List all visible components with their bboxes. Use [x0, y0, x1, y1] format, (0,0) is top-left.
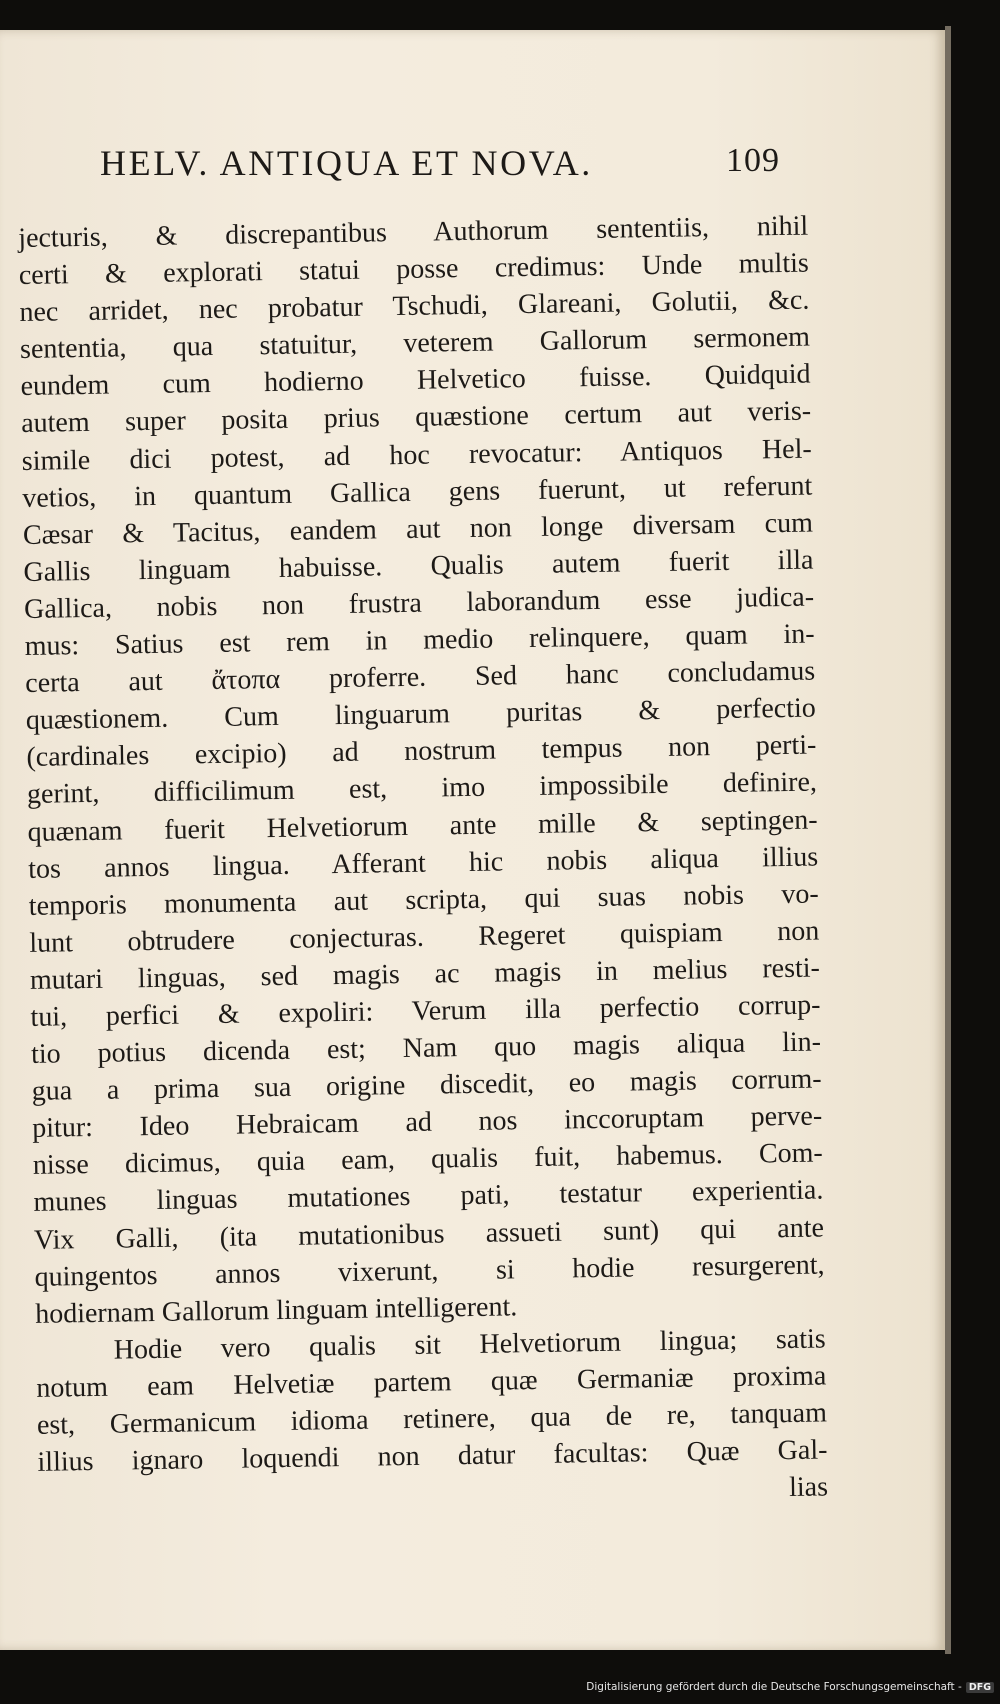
- text-line: Gallis linguam habuisse. Qualis autem fuerit illa: [23, 544, 814, 588]
- text-line: sententia, qua statuitur, veterem Gallorum sermonem: [19, 321, 811, 366]
- paragraph-start-line: Hodie vero qualis sit Helvetiorum lingua; satis: [113, 1323, 826, 1366]
- text-line: certa aut ἄτοπα proferre. Sed hanc concludamus: [25, 655, 816, 700]
- catchword: lias: [788, 1471, 829, 1504]
- digitization-credit: [586, 1681, 994, 1693]
- text-line: temporis monumenta aut scripta, qui suas nobis vo-: [28, 878, 819, 922]
- text-line: lunt obtrudere conjecturas. Regeret quispiam non: [29, 915, 820, 959]
- text-line: vetios, in quantum Gallica gens fuerunt, ut referunt: [22, 470, 813, 514]
- text-line: tos annos lingua. Afferant hic nobis aliqua illius: [27, 841, 819, 885]
- text-line: munes linguas mutationes pati, testatur experientia.: [33, 1174, 824, 1219]
- text-line: jecturis, & discrepantibus Authorum sententiis, nihil: [18, 210, 809, 254]
- text-line: quingentos annos vixerunt, si hodie resurgerent,: [34, 1249, 825, 1293]
- text-line: Gallica, nobis non frustra laborandum esse judica-: [23, 581, 815, 625]
- paragraph-end-line: hodiernam Gallorum linguam intelligerent.: [34, 1291, 518, 1330]
- text-line: simile dici potest, ad hoc revocatur: Antiquos Hel-: [21, 433, 812, 477]
- text-line: tui, perfici & expoliri: Verum illa perfectio corrup-: [30, 989, 821, 1033]
- text-line: est, Germanicum idioma retinere, qua de re, tanquam: [36, 1397, 828, 1441]
- text-line: notum eam Helvetiæ partem quæ Germaniæ proxima: [36, 1360, 827, 1404]
- running-head: [100, 142, 780, 192]
- page-edge: [945, 26, 951, 1654]
- text-line: eundem cum hodierno Helvetico fuisse. Quidquid: [20, 358, 811, 403]
- page-number: 109: [726, 142, 780, 179]
- text-line: Cæsar & Tacitus, eandem aut non longe diversam cum: [22, 507, 814, 551]
- text-line: mutari linguas, sed magis ac magis in melius resti-: [29, 952, 821, 996]
- text-line: pitur: Ideo Hebraicam ad nos inccoruptam perve-: [32, 1100, 823, 1145]
- dfg-logo: DFG: [966, 1682, 994, 1693]
- text-line: (cardinales excipio) ad nostrum tempus non perti-: [26, 729, 817, 774]
- text-line: nisse dicimus, quia eam, qualis fuit, habemus. Com-: [32, 1137, 824, 1182]
- text-line: tio potius dicenda est; Nam quo magis aliqua lin-: [30, 1026, 822, 1070]
- text-line: nec arridet, nec probatur Tschudi, Glareani, Golutii, &c.: [19, 284, 810, 329]
- text-line: quæstionem. Cum linguarum puritas & perfectio: [25, 692, 817, 737]
- text-line: illius ignaro loquendi non datur facultas: Quæ Gal-: [37, 1434, 828, 1478]
- running-title: HELV. ANTIQUA ET NOVA.: [100, 143, 593, 183]
- text-line: autem super posita prius quæstione certum aut veris-: [20, 396, 812, 440]
- text-line: Vix Galli, (ita mutationibus assueti sunt) qui ante: [33, 1211, 825, 1256]
- text-line: gerint, difficilimum est, imo impossibile definire,: [26, 766, 818, 811]
- text-line: certi & explorati statui posse credimus: Unde multis: [18, 247, 810, 292]
- text-line: gua a prima sua origine discedit, eo magis corrum-: [31, 1063, 822, 1108]
- text-line: quænam fuerit Helvetiorum ante mille & septingen-: [27, 804, 818, 848]
- body-text: [18, 208, 828, 1519]
- text-line: mus: Satius est rem in medio relinquere, quam in-: [24, 618, 815, 662]
- credit-text: Digitalisierung gefördert durch die Deutsche Forschungsgemeinschaft -: [586, 1681, 962, 1693]
